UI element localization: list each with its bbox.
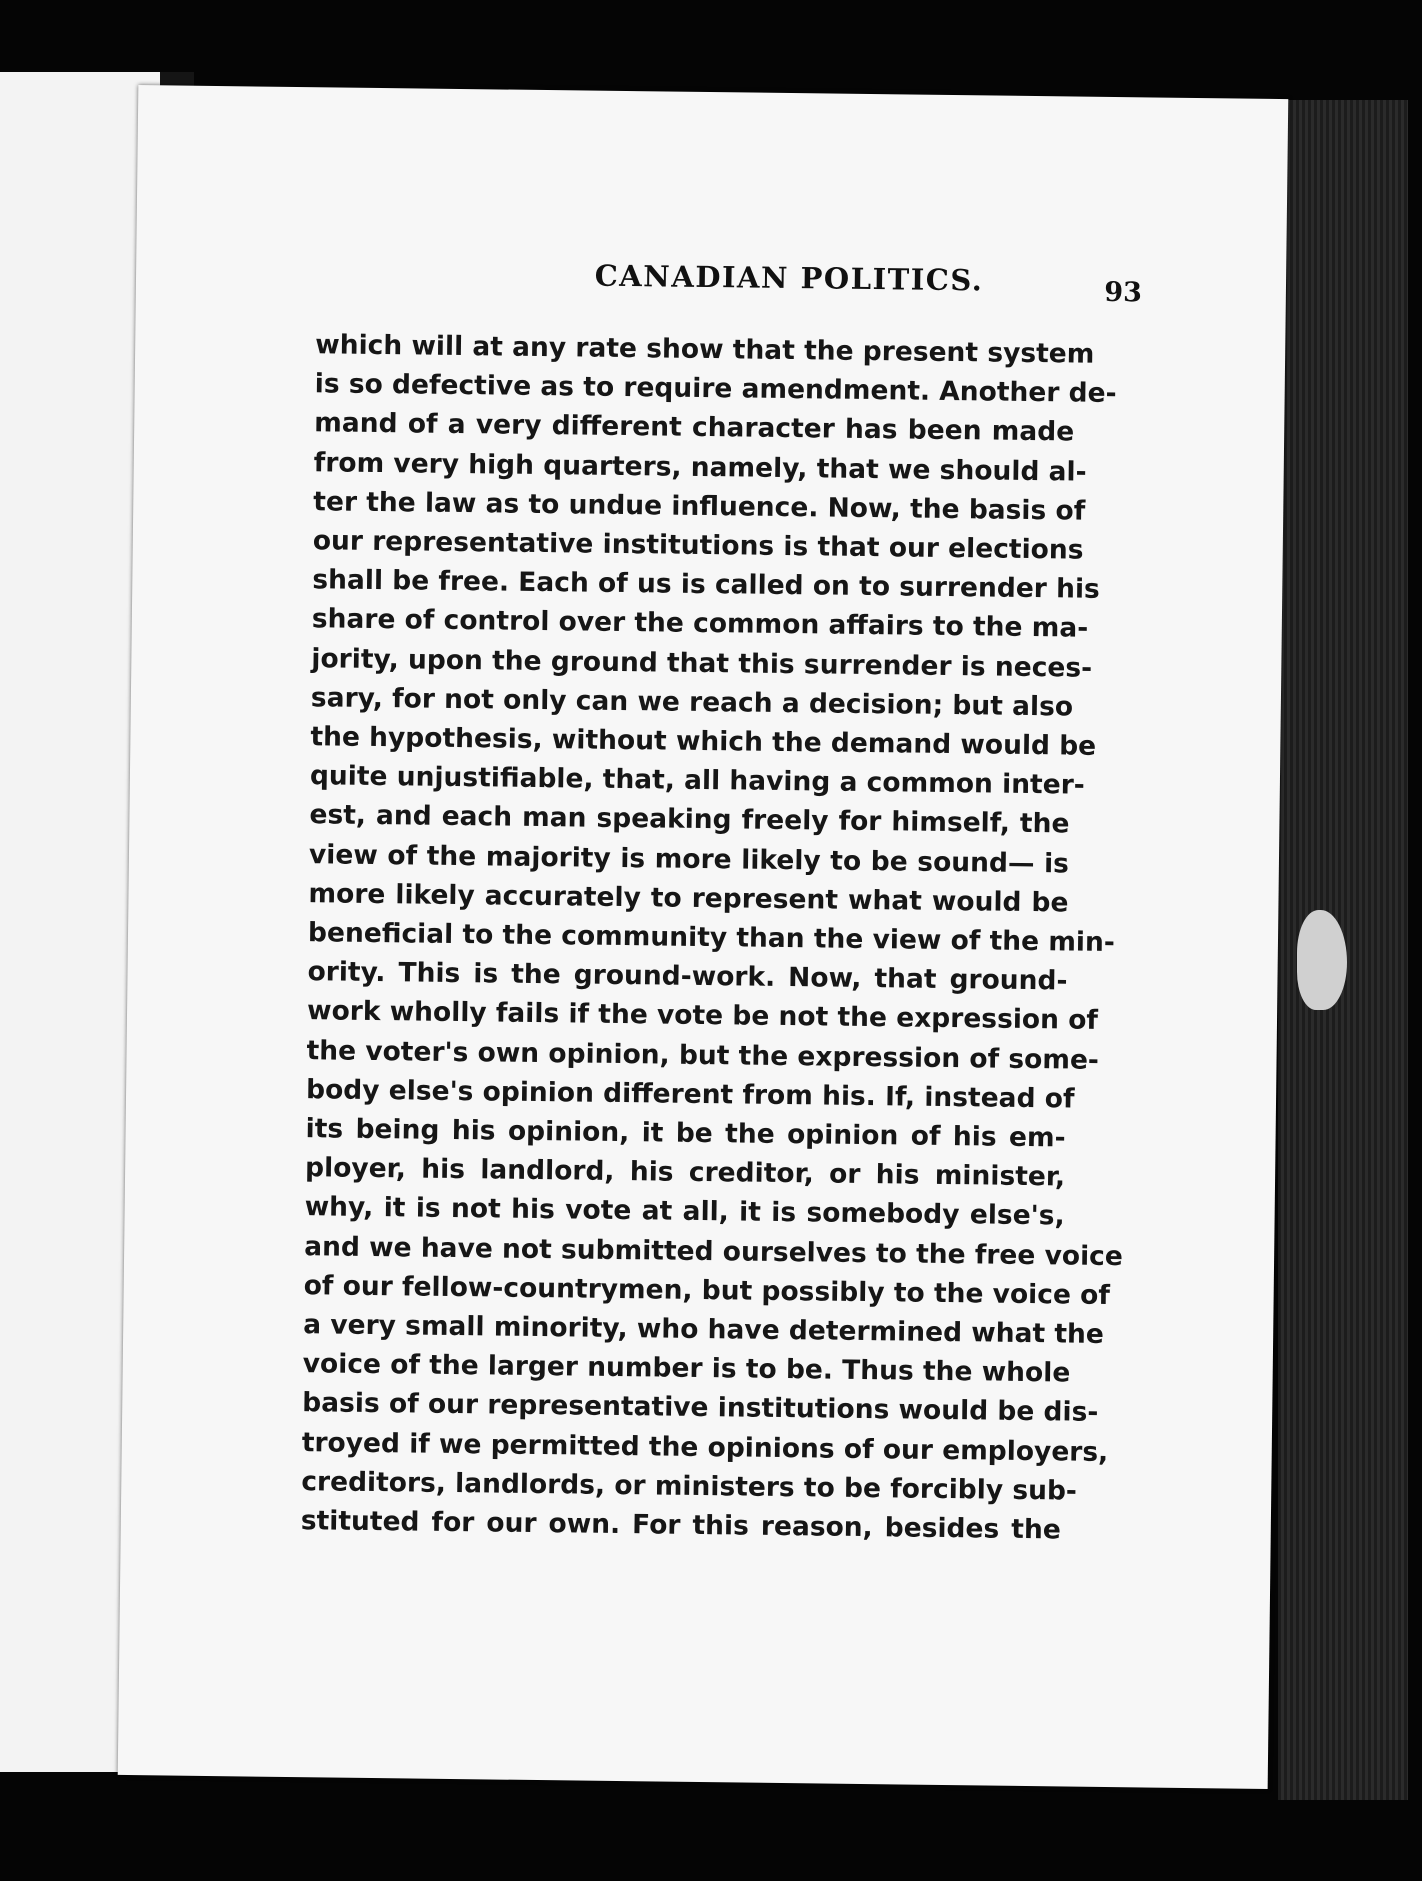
text-line: our representative institutions is that our elections — [312, 525, 1084, 566]
text-line: is so defective as to require amendment. Another de- — [314, 368, 1117, 410]
text-line: jority, upon the ground that this surrender is neces- — [311, 642, 1093, 684]
page-number: 93 — [1104, 276, 1143, 309]
text-line: est, and each man speaking freely for himself, the — [309, 799, 1070, 840]
text-line: work wholly fails if the vote be not the expression of — [306, 995, 1099, 1037]
text-line: a very small minority, who have determined what the — [303, 1309, 1105, 1351]
text-line: ter the law as to undue influence. Now, the basis of — [313, 486, 1086, 527]
paper-scrap — [1297, 910, 1347, 1010]
running-head: CANADIAN POLITICS. — [594, 258, 984, 298]
text-line: more likely accurately to represent what would be — [308, 878, 1069, 919]
text-line: the hypothesis, without which the demand would be — [310, 721, 1097, 762]
book-page — [118, 85, 1289, 1789]
text-line: ority. This is the ground-work. Now, that ground- — [307, 956, 1068, 997]
text-line: which will at any rate show that the present system — [315, 329, 1095, 370]
page-body-text — [300, 325, 1124, 1549]
text-line: body else's opinion different from his. If, instead of — [305, 1074, 1075, 1115]
text-line: troyed if we permitted the opinions of our employers, — [301, 1426, 1109, 1468]
text-line: stituted for our own. For this reason, besides the — [300, 1505, 1061, 1546]
text-line: beneficial to the community than the view of the min- — [307, 917, 1116, 959]
text-line: its being his opinion, it be the opinion of his em- — [305, 1113, 1066, 1154]
text-line: ployer, his landlord, his creditor, or his minister, — [304, 1152, 1066, 1193]
text-line: sary, for not only can we reach a decision; but also — [310, 682, 1074, 723]
text-line: voice of the larger number is to be. Thus the whole — [302, 1348, 1071, 1389]
text-line: why, it is not his vote at all, it is somebody else's, — [304, 1191, 1065, 1232]
text-line: share of control over the common affairs to the ma- — [311, 603, 1089, 645]
text-line: from very high quarters, namely, that we should al- — [313, 446, 1087, 488]
text-line: basis of our representative institutions would be dis- — [302, 1387, 1099, 1429]
text-line: the voter's own opinion, but the expression of some- — [306, 1034, 1100, 1076]
text-line: quite unjustifiable, that, all having a common inter- — [309, 760, 1085, 801]
text-line: view of the majority is more likely to be sound— is — [308, 838, 1070, 880]
text-line: mand of a very different character has been made — [314, 407, 1075, 448]
text-line: creditors, landlords, or ministers to be forcibly sub- — [301, 1466, 1078, 1507]
text-line: and we have not submitted ourselves to the free voice — [304, 1230, 1124, 1272]
text-line: of our fellow-countrymen, but possibly to the voice of — [303, 1270, 1111, 1311]
text-line: shall be free. Each of us is called on to surrender his — [312, 564, 1100, 606]
